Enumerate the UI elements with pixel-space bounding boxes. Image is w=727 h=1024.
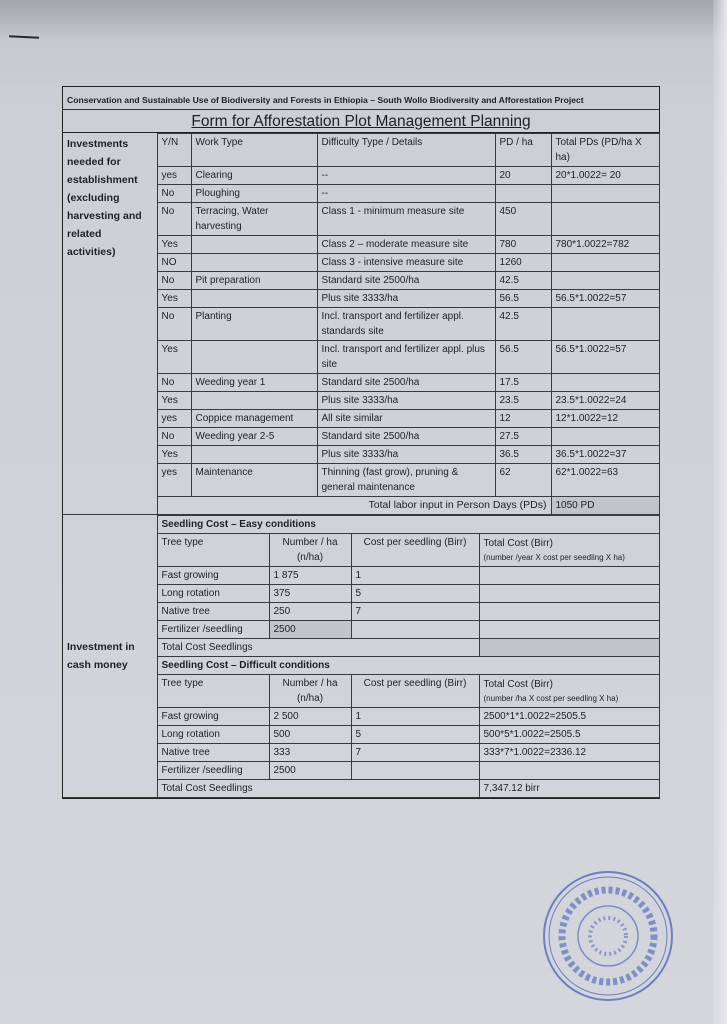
total-cost-cell [479,603,659,621]
total-pds-cell: 12*1.0022=12 [551,410,659,428]
col-header-total-pds: Total PDs (PD/ha X ha) [551,134,659,167]
pd-ha-cell: 450 [495,203,551,236]
difficulty-cell: Class 1 - minimum measure site [317,203,495,236]
difficulty-cell: Incl. transport and fertilizer appl. plus site [317,341,495,374]
seal-inner-ring [549,877,667,995]
col-header-tree-type: Tree type [157,675,269,708]
number-ha-cell: 250 [269,603,351,621]
easy-conditions-title: Seedling Cost – Easy conditions [157,516,659,534]
difficulty-cell: -- [317,167,495,185]
yn-cell: No [157,428,191,446]
number-ha-cell: 333 [269,744,351,762]
cash-table [63,515,660,798]
section-label-establishment: Investments needed for establishment (excluding harvesting and related activities) [63,134,157,515]
total-cost-cell: 2500*1*1.0022=2505.5 [479,708,659,726]
pd-ha-cell: 17.5 [495,374,551,392]
col-header-cost-per-seedling: Cost per seedling (Birr) [351,534,479,567]
work-type-cell [191,392,317,410]
work-type-cell [191,290,317,308]
page-edge [713,0,727,1024]
cost-per-seedling-cell: 1 [351,708,479,726]
planning-form [62,86,660,799]
pd-ha-cell: 56.5 [495,290,551,308]
total-cost-seedlings-value: 7,347.12 birr [479,780,659,798]
official-seal-stamp [540,868,676,1004]
total-cost-cell: 500*5*1.0022=2505.5 [479,726,659,744]
difficulty-cell: -- [317,185,495,203]
seal-script-ring [562,890,654,982]
yn-cell: NO [157,254,191,272]
tree-type-cell: Fertilizer /seedling [157,762,269,780]
difficulty-cell: Standard site 2500/ha [317,428,495,446]
yn-cell: No [157,185,191,203]
total-pds-cell [551,374,659,392]
total-cost-formula-note: (number /year X cost per seedling X ha) [483,553,625,562]
total-cost-seedlings-value [479,639,659,657]
work-type-cell: Ploughing [191,185,317,203]
pd-ha-cell: 42.5 [495,272,551,290]
yn-cell: yes [157,464,191,497]
yn-cell: Yes [157,446,191,464]
project-header: Conservation and Sustainable Use of Biodiversity and Forests in Ethiopia – South Wollo Biodiversity and Afforestation Project [63,87,659,110]
cost-per-seedling-cell: 5 [351,585,479,603]
form-title: Form for Afforestation Plot Management Planning [63,110,659,133]
work-type-cell [191,446,317,464]
yn-cell: No [157,308,191,341]
yn-cell: yes [157,167,191,185]
total-cost-formula-note: (number /ha X cost per seedling X ha) [483,694,619,703]
tree-type-cell: Long rotation [157,585,269,603]
cost-per-seedling-cell: 5 [351,726,479,744]
cost-per-seedling-cell: 7 [351,744,479,762]
yn-cell: No [157,272,191,290]
total-pds-cell: 20*1.0022= 20 [551,167,659,185]
col-header-yn: Y/N [157,134,191,167]
total-cost-cell [479,567,659,585]
total-pds-cell: 780*1.0022=782 [551,236,659,254]
tree-type-cell: Native tree [157,744,269,762]
difficulty-cell: Standard site 2500/ha [317,272,495,290]
col-header-pd-ha: PD / ha [495,134,551,167]
total-pds-cell: 62*1.0022=63 [551,464,659,497]
cost-per-seedling-cell: 7 [351,603,479,621]
number-ha-cell: 2 500 [269,708,351,726]
total-pds-cell: 23.5*1.0022=24 [551,392,659,410]
number-ha-cell: 500 [269,726,351,744]
number-ha-cell: 375 [269,585,351,603]
total-pds-cell: 56.5*1.0022=57 [551,341,659,374]
yn-cell: Yes [157,236,191,254]
labor-total-label: Total labor input in Person Days (PDs) [157,497,551,515]
total-pds-cell: 36.5*1.0022=37 [551,446,659,464]
total-cost-cell: 333*7*1.0022=2336.12 [479,744,659,762]
pd-ha-cell: 20 [495,167,551,185]
labor-header-row [63,134,659,167]
work-type-cell: Maintenance [191,464,317,497]
work-type-cell [191,341,317,374]
pd-ha-cell: 780 [495,236,551,254]
easy-title-row [63,516,659,534]
difficulty-cell: Incl. transport and fertilizer appl. standards site [317,308,495,341]
col-header-cost-per-seedling: Cost per seedling (Birr) [351,675,479,708]
pd-ha-cell [495,185,551,203]
total-cost-cell [479,621,659,639]
col-header-tree-type: Tree type [157,534,269,567]
total-pds-cell [551,308,659,341]
total-cost-cell [479,762,659,780]
total-cost-label: Total Cost (Birr) [483,538,553,549]
col-header-number-ha: Number / ha (n/ha) [269,534,351,567]
yn-cell: No [157,374,191,392]
total-cost-seedlings-label: Total Cost Seedlings [157,780,479,798]
work-type-cell: Coppice management [191,410,317,428]
total-cost-seedlings-label: Total Cost Seedlings [157,639,479,657]
total-pds-cell [551,203,659,236]
total-cost-cell [479,585,659,603]
work-type-cell [191,254,317,272]
tree-type-cell: Native tree [157,603,269,621]
yn-cell: No [157,203,191,236]
total-pds-cell [551,272,659,290]
labor-table [63,133,660,515]
difficulty-cell: Class 2 – moderate measure site [317,236,495,254]
number-ha-cell: 1 875 [269,567,351,585]
total-pds-cell [551,185,659,203]
page-top-shadow [0,0,727,40]
difficulty-cell: Plus site 3333/ha [317,446,495,464]
difficulty-cell: Plus site 3333/ha [317,290,495,308]
pd-ha-cell: 1260 [495,254,551,272]
work-type-cell: Terracing, Water harvesting [191,203,317,236]
pd-ha-cell: 27.5 [495,428,551,446]
section-label-cash: Investment in cash money [63,516,157,798]
total-cost-label: Total Cost (Birr) [483,679,553,690]
tree-type-cell: Fast growing [157,567,269,585]
pd-ha-cell: 36.5 [495,446,551,464]
work-type-cell: Planting [191,308,317,341]
work-type-cell [191,236,317,254]
total-pds-cell: 56.5*1.0022=57 [551,290,659,308]
total-pds-cell [551,254,659,272]
work-type-cell: Pit preparation [191,272,317,290]
pd-ha-cell: 56.5 [495,341,551,374]
pd-ha-cell: 42.5 [495,308,551,341]
cost-per-seedling-cell: 1 [351,567,479,585]
number-ha-cell: 2500 [269,621,351,639]
seal-emblem [590,918,626,954]
seal-center-ring [578,906,638,966]
cost-per-seedling-cell [351,762,479,780]
difficulty-cell: Thinning (fast grow), pruning & general maintenance [317,464,495,497]
difficulty-cell: Standard site 2500/ha [317,374,495,392]
difficulty-cell: Class 3 - intensive measure site [317,254,495,272]
tree-type-cell: Fertilizer /seedling [157,621,269,639]
yn-cell: Yes [157,290,191,308]
col-header-number-ha: Number / ha (n/ha) [269,675,351,708]
difficult-conditions-title: Seedling Cost – Difficult conditions [157,657,659,675]
total-pds-cell [551,428,659,446]
yn-cell: Yes [157,392,191,410]
tree-type-cell: Long rotation [157,726,269,744]
work-type-cell: Clearing [191,167,317,185]
number-ha-cell: 2500 [269,762,351,780]
work-type-cell: Weeding year 1 [191,374,317,392]
pd-ha-cell: 23.5 [495,392,551,410]
cost-per-seedling-cell [351,621,479,639]
pd-ha-cell: 12 [495,410,551,428]
difficulty-cell: All site similar [317,410,495,428]
yn-cell: Yes [157,341,191,374]
labor-total-value: 1050 PD [551,497,659,515]
tree-type-cell: Fast growing [157,708,269,726]
col-header-work-type: Work Type [191,134,317,167]
col-header-total-cost [479,675,659,708]
col-header-total-cost [479,534,659,567]
work-type-cell: Weeding year 2-5 [191,428,317,446]
pd-ha-cell: 62 [495,464,551,497]
difficulty-cell: Plus site 3333/ha [317,392,495,410]
yn-cell: yes [157,410,191,428]
col-header-difficulty: Difficulty Type / Details [317,134,495,167]
